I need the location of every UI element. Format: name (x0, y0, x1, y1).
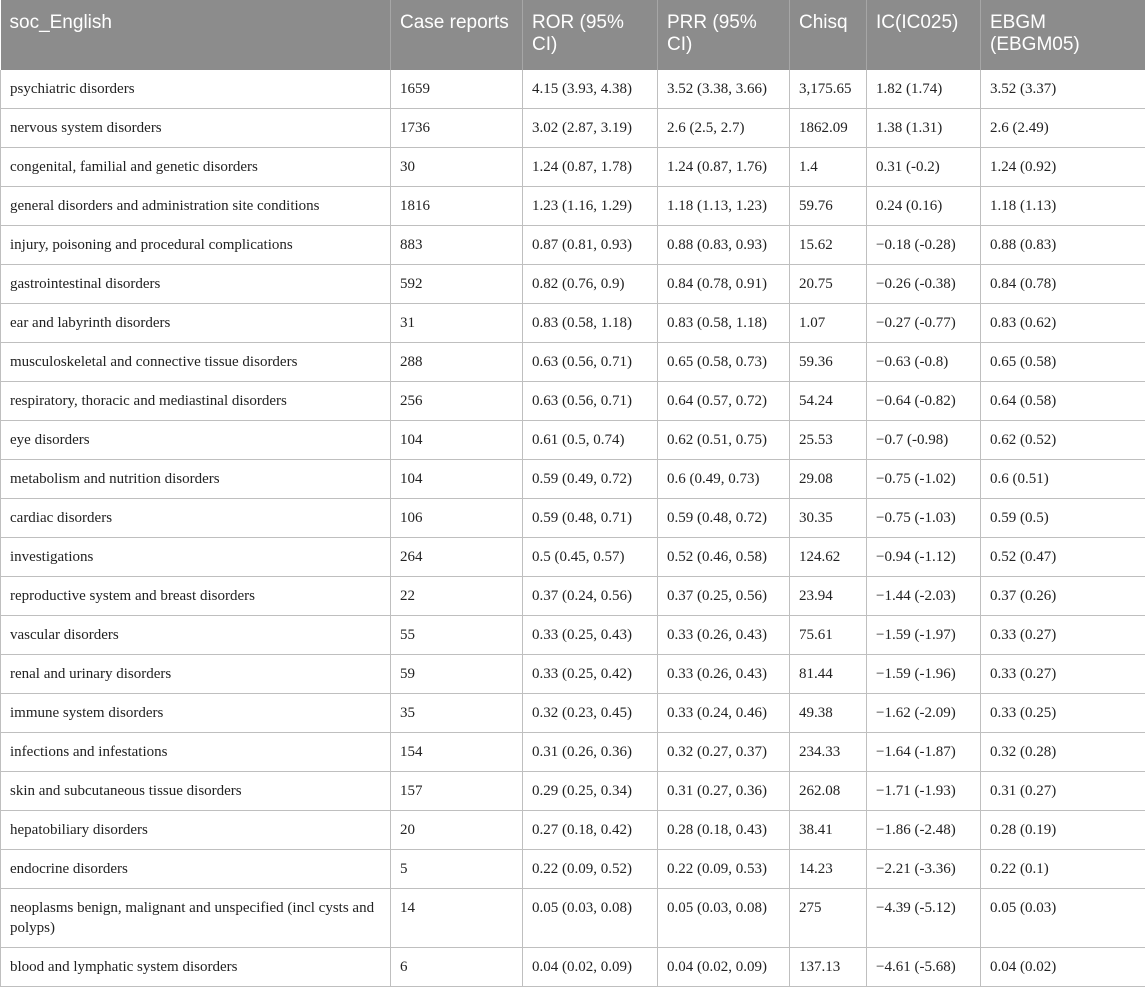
table-body (1, 70, 1145, 987)
cell-ic: 0.24 (0.16) (867, 187, 981, 226)
cell-soc: vascular disorders (1, 616, 391, 655)
cell-soc: injury, poisoning and procedural complications (1, 226, 391, 265)
cell-case-reports: 1816 (391, 187, 523, 226)
cell-case-reports: 31 (391, 304, 523, 343)
cell-ebgm: 1.24 (0.92) (981, 148, 1145, 187)
cell-ror: 0.31 (0.26, 0.36) (523, 733, 658, 772)
table-row (1, 577, 1145, 616)
table-row (1, 382, 1145, 421)
cell-ic: −0.75 (-1.03) (867, 499, 981, 538)
cell-soc: psychiatric disorders (1, 70, 391, 109)
cell-case-reports: 104 (391, 460, 523, 499)
cell-case-reports: 5 (391, 850, 523, 889)
cell-ebgm: 0.33 (0.27) (981, 655, 1145, 694)
cell-prr: 0.62 (0.51, 0.75) (658, 421, 790, 460)
cell-prr: 2.6 (2.5, 2.7) (658, 109, 790, 148)
cell-ror: 0.22 (0.09, 0.52) (523, 850, 658, 889)
cell-prr: 3.52 (3.38, 3.66) (658, 70, 790, 109)
cell-ebgm: 0.37 (0.26) (981, 577, 1145, 616)
cell-ebgm: 0.28 (0.19) (981, 811, 1145, 850)
cell-chisq: 14.23 (790, 850, 867, 889)
cell-prr: 0.59 (0.48, 0.72) (658, 499, 790, 538)
table-row (1, 109, 1145, 148)
cell-ror: 0.32 (0.23, 0.45) (523, 694, 658, 733)
cell-ebgm: 0.65 (0.58) (981, 343, 1145, 382)
table-row (1, 343, 1145, 382)
table-row (1, 694, 1145, 733)
cell-ebgm: 0.05 (0.03) (981, 889, 1145, 948)
cell-case-reports: 883 (391, 226, 523, 265)
cell-soc: neoplasms benign, malignant and unspecified (incl cysts and polyps) (1, 889, 391, 948)
table-row (1, 70, 1145, 109)
cell-ror: 3.02 (2.87, 3.19) (523, 109, 658, 148)
cell-chisq: 23.94 (790, 577, 867, 616)
cell-chisq: 3,175.65 (790, 70, 867, 109)
cell-ebgm: 0.64 (0.58) (981, 382, 1145, 421)
cell-prr: 0.6 (0.49, 0.73) (658, 460, 790, 499)
cell-chisq: 49.38 (790, 694, 867, 733)
cell-prr: 1.24 (0.87, 1.76) (658, 148, 790, 187)
table-row (1, 811, 1145, 850)
table-row (1, 421, 1145, 460)
cell-ebgm: 0.83 (0.62) (981, 304, 1145, 343)
cell-case-reports: 20 (391, 811, 523, 850)
cell-case-reports: 288 (391, 343, 523, 382)
cell-ror: 1.23 (1.16, 1.29) (523, 187, 658, 226)
cell-ic: −1.71 (-1.93) (867, 772, 981, 811)
cell-soc: endocrine disorders (1, 850, 391, 889)
cell-soc: gastrointestinal disorders (1, 265, 391, 304)
cell-ebgm: 0.59 (0.5) (981, 499, 1145, 538)
cell-ebgm: 0.31 (0.27) (981, 772, 1145, 811)
cell-soc: congenital, familial and genetic disorders (1, 148, 391, 187)
cell-ror: 0.59 (0.48, 0.71) (523, 499, 658, 538)
cell-case-reports: 14 (391, 889, 523, 948)
cell-prr: 0.32 (0.27, 0.37) (658, 733, 790, 772)
table-row (1, 948, 1145, 987)
cell-chisq: 234.33 (790, 733, 867, 772)
header-case-reports: Case reports (391, 0, 523, 70)
cell-chisq: 15.62 (790, 226, 867, 265)
cell-ebgm: 0.33 (0.25) (981, 694, 1145, 733)
cell-ic: −1.59 (-1.96) (867, 655, 981, 694)
cell-ic: −0.64 (-0.82) (867, 382, 981, 421)
cell-ic: −0.7 (-0.98) (867, 421, 981, 460)
cell-ebgm: 0.32 (0.28) (981, 733, 1145, 772)
cell-soc: immune system disorders (1, 694, 391, 733)
cell-case-reports: 22 (391, 577, 523, 616)
cell-ebgm: 0.84 (0.78) (981, 265, 1145, 304)
cell-case-reports: 157 (391, 772, 523, 811)
cell-ic: 0.31 (-0.2) (867, 148, 981, 187)
header-ebgm: EBGM (EBGM05) (981, 0, 1145, 70)
cell-prr: 0.31 (0.27, 0.36) (658, 772, 790, 811)
cell-ror: 0.04 (0.02, 0.09) (523, 948, 658, 987)
cell-ic: −1.64 (-1.87) (867, 733, 981, 772)
table-header (1, 0, 1145, 70)
table-row (1, 772, 1145, 811)
cell-ic: −0.26 (-0.38) (867, 265, 981, 304)
cell-ic: −2.21 (-3.36) (867, 850, 981, 889)
table-row (1, 850, 1145, 889)
cell-ror: 1.24 (0.87, 1.78) (523, 148, 658, 187)
cell-soc: nervous system disorders (1, 109, 391, 148)
table-row (1, 616, 1145, 655)
cell-prr: 0.33 (0.26, 0.43) (658, 655, 790, 694)
cell-chisq: 54.24 (790, 382, 867, 421)
cell-ic: −4.61 (-5.68) (867, 948, 981, 987)
cell-case-reports: 30 (391, 148, 523, 187)
cell-ic: −0.63 (-0.8) (867, 343, 981, 382)
cell-ror: 0.87 (0.81, 0.93) (523, 226, 658, 265)
cell-ror: 0.05 (0.03, 0.08) (523, 889, 658, 948)
cell-soc: metabolism and nutrition disorders (1, 460, 391, 499)
cell-prr: 0.64 (0.57, 0.72) (658, 382, 790, 421)
cell-case-reports: 592 (391, 265, 523, 304)
cell-ror: 0.5 (0.45, 0.57) (523, 538, 658, 577)
cell-chisq: 81.44 (790, 655, 867, 694)
cell-ebgm: 0.88 (0.83) (981, 226, 1145, 265)
cell-chisq: 137.13 (790, 948, 867, 987)
header-ic: IC(IC025) (867, 0, 981, 70)
cell-chisq: 38.41 (790, 811, 867, 850)
cell-soc: eye disorders (1, 421, 391, 460)
cell-soc: infections and infestations (1, 733, 391, 772)
cell-ic: 1.82 (1.74) (867, 70, 981, 109)
cell-chisq: 20.75 (790, 265, 867, 304)
cell-ror: 0.27 (0.18, 0.42) (523, 811, 658, 850)
header-chisq: Chisq (790, 0, 867, 70)
cell-prr: 0.84 (0.78, 0.91) (658, 265, 790, 304)
cell-ebgm: 0.33 (0.27) (981, 616, 1145, 655)
cell-ic: −0.75 (-1.02) (867, 460, 981, 499)
cell-ror: 0.63 (0.56, 0.71) (523, 382, 658, 421)
table-row (1, 499, 1145, 538)
cell-ror: 0.59 (0.49, 0.72) (523, 460, 658, 499)
header-ror: ROR (95% CI) (523, 0, 658, 70)
cell-prr: 0.52 (0.46, 0.58) (658, 538, 790, 577)
cell-ic: −1.44 (-2.03) (867, 577, 981, 616)
cell-case-reports: 1659 (391, 70, 523, 109)
cell-ror: 0.33 (0.25, 0.43) (523, 616, 658, 655)
cell-prr: 0.88 (0.83, 0.93) (658, 226, 790, 265)
cell-soc: skin and subcutaneous tissue disorders (1, 772, 391, 811)
cell-prr: 0.65 (0.58, 0.73) (658, 343, 790, 382)
cell-prr: 0.33 (0.26, 0.43) (658, 616, 790, 655)
cell-chisq: 25.53 (790, 421, 867, 460)
cell-ebgm: 0.62 (0.52) (981, 421, 1145, 460)
cell-ic: −0.94 (-1.12) (867, 538, 981, 577)
cell-case-reports: 256 (391, 382, 523, 421)
cell-chisq: 1.07 (790, 304, 867, 343)
cell-ror: 4.15 (3.93, 4.38) (523, 70, 658, 109)
cell-ror: 0.83 (0.58, 1.18) (523, 304, 658, 343)
table-row (1, 187, 1145, 226)
cell-case-reports: 264 (391, 538, 523, 577)
cell-ebgm: 0.22 (0.1) (981, 850, 1145, 889)
cell-case-reports: 59 (391, 655, 523, 694)
cell-soc: blood and lymphatic system disorders (1, 948, 391, 987)
cell-soc: reproductive system and breast disorders (1, 577, 391, 616)
table-row (1, 460, 1145, 499)
cell-ebgm: 0.6 (0.51) (981, 460, 1145, 499)
cell-ebgm: 3.52 (3.37) (981, 70, 1145, 109)
cell-ic: 1.38 (1.31) (867, 109, 981, 148)
cell-chisq: 124.62 (790, 538, 867, 577)
cell-prr: 1.18 (1.13, 1.23) (658, 187, 790, 226)
cell-prr: 0.83 (0.58, 1.18) (658, 304, 790, 343)
cell-ic: −1.62 (-2.09) (867, 694, 981, 733)
table-row (1, 148, 1145, 187)
cell-case-reports: 35 (391, 694, 523, 733)
cell-prr: 0.05 (0.03, 0.08) (658, 889, 790, 948)
cell-case-reports: 55 (391, 616, 523, 655)
cell-soc: cardiac disorders (1, 499, 391, 538)
cell-case-reports: 6 (391, 948, 523, 987)
cell-ebgm: 1.18 (1.13) (981, 187, 1145, 226)
cell-case-reports: 106 (391, 499, 523, 538)
cell-soc: hepatobiliary disorders (1, 811, 391, 850)
cell-ic: −4.39 (-5.12) (867, 889, 981, 948)
cell-chisq: 30.35 (790, 499, 867, 538)
cell-ebgm: 2.6 (2.49) (981, 109, 1145, 148)
cell-soc: general disorders and administration site conditions (1, 187, 391, 226)
cell-ic: −1.59 (-1.97) (867, 616, 981, 655)
cell-case-reports: 154 (391, 733, 523, 772)
cell-ror: 0.29 (0.25, 0.34) (523, 772, 658, 811)
table-row (1, 265, 1145, 304)
cell-ror: 0.82 (0.76, 0.9) (523, 265, 658, 304)
cell-ror: 0.61 (0.5, 0.74) (523, 421, 658, 460)
cell-ebgm: 0.04 (0.02) (981, 948, 1145, 987)
cell-soc: ear and labyrinth disorders (1, 304, 391, 343)
cell-case-reports: 104 (391, 421, 523, 460)
table-row (1, 655, 1145, 694)
cell-case-reports: 1736 (391, 109, 523, 148)
cell-chisq: 262.08 (790, 772, 867, 811)
cell-chisq: 59.36 (790, 343, 867, 382)
table-row (1, 538, 1145, 577)
cell-soc: musculoskeletal and connective tissue disorders (1, 343, 391, 382)
cell-ic: −0.18 (-0.28) (867, 226, 981, 265)
cell-soc: investigations (1, 538, 391, 577)
cell-ror: 0.63 (0.56, 0.71) (523, 343, 658, 382)
cell-chisq: 59.76 (790, 187, 867, 226)
table-row (1, 889, 1145, 948)
cell-prr: 0.37 (0.25, 0.56) (658, 577, 790, 616)
header-prr: PRR (95% CI) (658, 0, 790, 70)
cell-chisq: 75.61 (790, 616, 867, 655)
cell-prr: 0.22 (0.09, 0.53) (658, 850, 790, 889)
cell-prr: 0.28 (0.18, 0.43) (658, 811, 790, 850)
cell-ic: −0.27 (-0.77) (867, 304, 981, 343)
cell-ebgm: 0.52 (0.47) (981, 538, 1145, 577)
cell-chisq: 29.08 (790, 460, 867, 499)
cell-chisq: 275 (790, 889, 867, 948)
cell-ror: 0.33 (0.25, 0.42) (523, 655, 658, 694)
cell-chisq: 1862.09 (790, 109, 867, 148)
cell-ic: −1.86 (-2.48) (867, 811, 981, 850)
table-row (1, 304, 1145, 343)
header-soc: soc_English (1, 0, 391, 70)
header-row (1, 0, 1145, 70)
cell-chisq: 1.4 (790, 148, 867, 187)
cell-prr: 0.04 (0.02, 0.09) (658, 948, 790, 987)
table-row (1, 226, 1145, 265)
cell-prr: 0.33 (0.24, 0.46) (658, 694, 790, 733)
table-row (1, 733, 1145, 772)
cell-soc: respiratory, thoracic and mediastinal disorders (1, 382, 391, 421)
cell-ror: 0.37 (0.24, 0.56) (523, 577, 658, 616)
cell-soc: renal and urinary disorders (1, 655, 391, 694)
